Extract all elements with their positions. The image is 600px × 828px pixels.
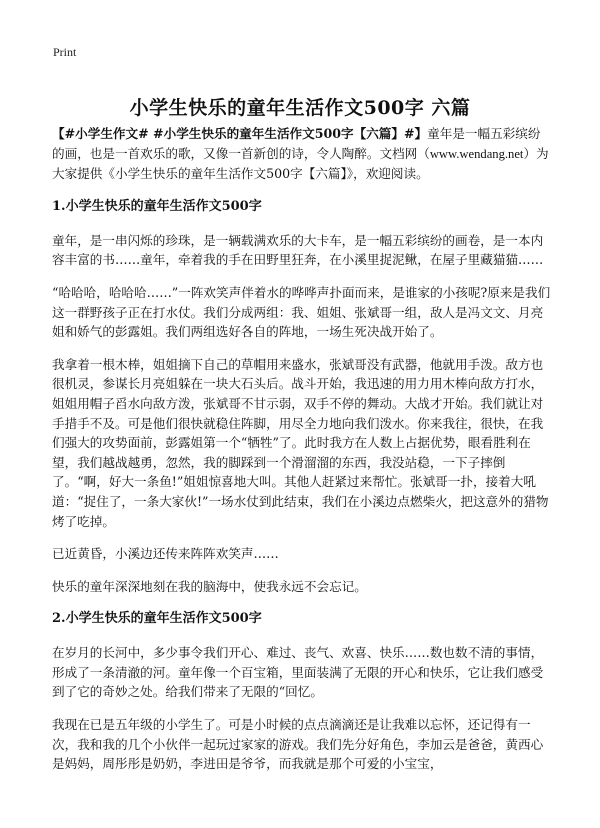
paragraph: 我拿着一根木棒，姐姐摘下自己的草帽用来盛水，张斌哥没有武器，他就用手泼。敌方也很机灵，参谋长月亮姐躲在一块大石头后。战斗开始，我迅速的用力用木棒向敌方打水，姐姐用帽子舀水向敌方泼，张斌哥不甘示弱，双手不停的舞动。大战才开始。我们就让对手措手不及。可是他们很快就稳住阵脚，用尽全力地向我们泼水。你来我往，很快，在我们强大的攻势面前，彭露姐第一个“牺牲”了。此时我方在人数上占据优势，眼看胜利在望，我们越战越勇，忽然，我的脚踩到一个滑溜溜的东西，我没站稳，一下子摔倒了。“啊，好大一条鱼!”姐姐惊喜地大叫。其他人赶紧过来帮忙。张斌哥一扑，接着大吼道：“捉住了，一条大家伙!”一场水仗到此结束，我们在小溪边点燃柴火，把这意外的猎物烤了吃掉。 xyxy=(52,356,549,529)
intro-text-end: ）为大家提供《小学生快乐的童年生活作文500字【六篇】》，欢迎阅读。 xyxy=(52,145,549,182)
article-body xyxy=(52,124,552,787)
intro-text: 童年是一幅五彩缤纷的画，也是一首欢乐的歌，又像一首新创的诗，令人陶醉。文档网（ xyxy=(52,126,541,161)
paragraph: “哈哈哈，哈哈哈……”一阵欢笑声伴着水的哗哗声扑面而来，是谁家的小孩呢?原来是我们这一群野孩子正在打水仗。我们分成两组：我、姐姐、张斌哥一组，敌人是冯文文、月亮姐和娇气的彭露姐。我们两组选好各自的阵地，一场生死决战开始了。 xyxy=(52,284,551,340)
page-title: 小学生快乐的童年生活作文500字 六篇 xyxy=(129,96,471,119)
print-link[interactable]: Print xyxy=(53,45,77,59)
paragraph: 快乐的童年深深地刻在我的脑海中，使我永远不会忘记。 xyxy=(52,578,367,594)
paragraph: 童年，是一串闪烁的珍珠，是一辆载满欢乐的大卡车，是一幅五彩缤纷的画卷，是一本内容丰富的书……童年，牵着我的手在田野里狂奔，在小溪里捉泥鳅，在屋子里藏猫猫…… xyxy=(52,232,544,268)
intro-paragraph xyxy=(52,124,552,184)
section-heading: 1.小学生快乐的童年生活作文500字 xyxy=(52,198,262,214)
paragraph: 我现在已是五年级的小学生了。可是小时候的点点滴滴还是让我难以忘怀，还记得有一次，我和我的几个小伙伴一起玩过家家的游戏。我们先分好角色，李加云是爸爸，黄西心是妈妈，周彤彤是奶奶，李进田是爷爷，而我就是那个可爱的小宝宝， xyxy=(52,717,544,772)
section-heading: 2.小学生快乐的童年生活作文500字 xyxy=(52,611,262,627)
intro-tag: 【#小学生作文# #小学生快乐的童年生活作文500字【六篇】#】 xyxy=(52,126,428,141)
paragraph: 已近黄昏，小溪边还传来阵阵欢笑声…… xyxy=(52,546,279,562)
site-link[interactable]: www.wendang.net xyxy=(429,146,524,161)
paragraph: 在岁月的长河中，多少事令我们开心、难过、丧气、欢喜、快乐……数也数不清的事情，形成了一条清澈的河。童年像一个百宝箱，里面装满了无限的开心和快乐，它让我们感受到了它的奇妙之处。给我们带来了无限的“回忆。 xyxy=(52,645,544,700)
